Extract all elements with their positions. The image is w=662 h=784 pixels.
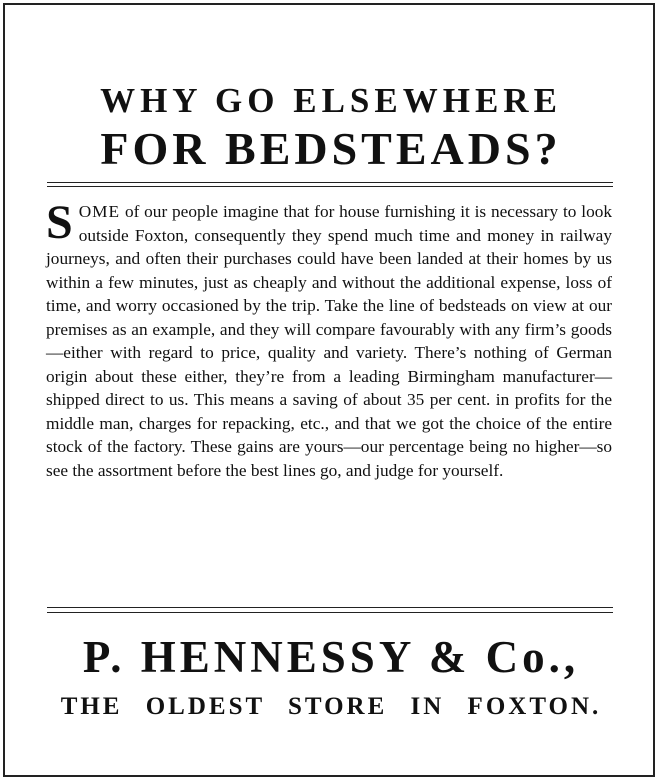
divider-bottom-1 xyxy=(47,607,613,608)
advert-body xyxy=(46,196,612,482)
headline-line-2: FOR BEDSTEADS? xyxy=(100,123,562,174)
store-name: P. HENNESSY & Co., xyxy=(82,632,580,682)
lead-word: OME xyxy=(78,202,121,221)
body-text: of our people imagine that for house furnishing it is necessary to look outside Foxton, consequently they spend much time and money in railway journeys, and often their purchases could have been landed at their homes by us within a few minutes, just as cheaply and without the additional expense, loss of time, and worry occasioned by the trip. Take the line of bedsteads on view at our premises as an example, and they will compare favourably with any firm’s goods—either with regard to price, quality and variety. There’s nothing of German origin about these either, they’re from a leading Birmingham manufacturer—shipped direct to us. This means a saving of about 35 per cent. in profits for the middle man, charges for repacking, etc., and that we got the choice of the entire stock of the factory. These gains are yours—our percentage being no higher—so see the assortment before the best lines go, and judge for yourself. xyxy=(46,202,612,480)
divider-top-2 xyxy=(47,186,613,187)
divider-top-1 xyxy=(47,182,613,183)
divider-bottom-2 xyxy=(47,612,613,613)
headline-line-1: WHY GO ELSEWHERE xyxy=(100,81,562,120)
drop-cap: S xyxy=(46,196,73,249)
store-tagline: THE OLDEST STORE IN FOXTON. xyxy=(60,693,602,720)
